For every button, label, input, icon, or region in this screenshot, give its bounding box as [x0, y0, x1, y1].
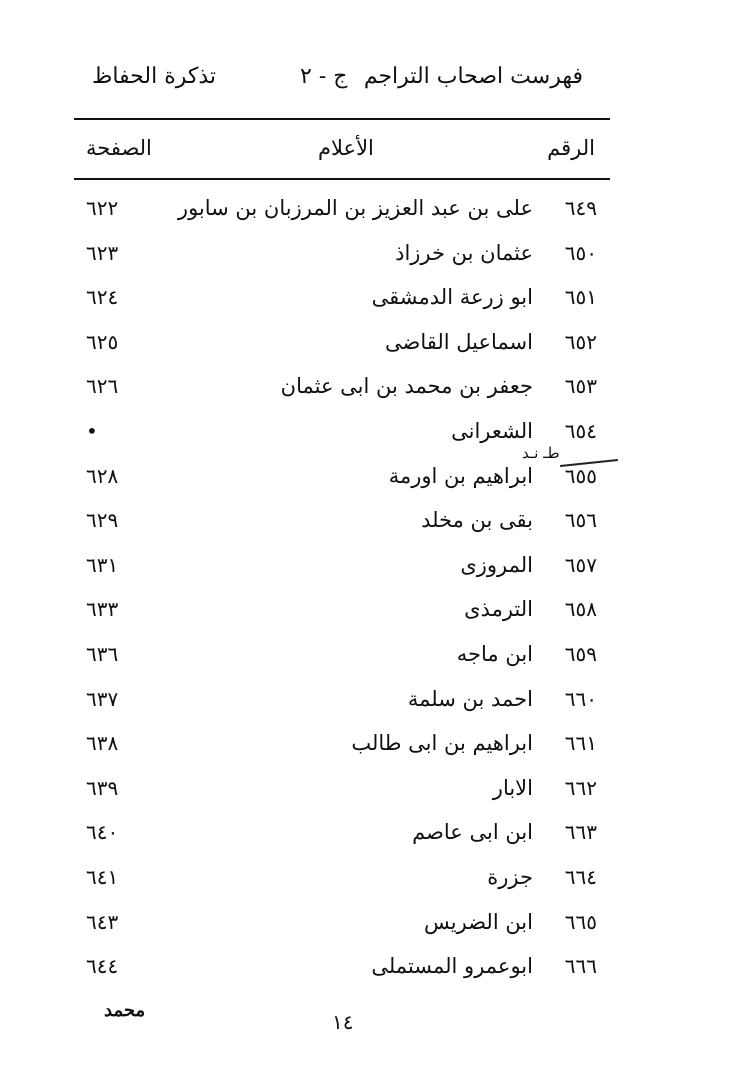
- entry-name: ابراهيم بن ابى طالب: [351, 731, 533, 756]
- table-row: [0, 954, 743, 999]
- entry-number: ٦٥٢: [564, 329, 597, 354]
- entry-number: ٦٦٦: [564, 954, 597, 979]
- entry-page: ٦٣١: [86, 552, 119, 577]
- entry-name: اسماعيل القاضى: [384, 329, 533, 354]
- entry-page: ٦٢٩: [86, 508, 119, 533]
- entry-page: ٦٢٥: [86, 329, 119, 354]
- entry-name: الشعرانى: [451, 418, 533, 443]
- table-row: [0, 374, 743, 419]
- entry-name: احمد بن سلمة: [407, 686, 533, 711]
- index-table: [0, 196, 743, 999]
- entry-number: ٦٦٤: [564, 864, 597, 889]
- entry-name: ابو زرعة الدمشقى: [371, 285, 533, 310]
- entry-number: ٦٦٠: [564, 686, 597, 711]
- table-row: [0, 419, 743, 464]
- entry-number: ٦٥٤: [564, 418, 597, 443]
- table-row: [0, 642, 743, 687]
- entry-number: ٦٥٨: [564, 597, 597, 622]
- entry-name: بقى بن مخلد: [421, 508, 533, 533]
- table-row: [0, 285, 743, 330]
- entry-page: ٦٤٤: [86, 954, 119, 979]
- column-header-page: الصفحة: [86, 136, 152, 160]
- entry-page: ٦٢٨: [86, 463, 119, 488]
- top-divider: [74, 118, 610, 120]
- table-row: [0, 820, 743, 865]
- entry-number: ٦٥٩: [564, 641, 597, 666]
- entry-page: ٦٣٩: [86, 775, 119, 800]
- entry-name: الترمذى: [464, 597, 533, 622]
- entry-name: على بن عبد العزيز بن المرزبان بن سابور: [177, 196, 533, 220]
- table-row: [0, 553, 743, 598]
- entry-number: ٦٦٢: [564, 775, 597, 800]
- entry-name: ابن ماجه: [456, 641, 533, 666]
- table-row: [0, 241, 743, 286]
- entry-name: عثمان بن خرزاذ: [395, 240, 533, 265]
- entry-page: ٦٤٣: [86, 909, 119, 934]
- entry-page: •: [86, 418, 98, 443]
- header-book-title: تذكرة الحفاظ: [92, 64, 216, 89]
- table-row: [0, 597, 743, 642]
- entry-number: ٦٦٣: [564, 820, 597, 845]
- table-row: [0, 330, 743, 375]
- entry-number: ٦٤٩: [564, 196, 597, 220]
- column-header-number: الرقم: [547, 136, 595, 160]
- entry-name: الابار: [492, 775, 533, 800]
- entry-page: ٦٢٣: [86, 240, 119, 265]
- entry-name: ابراهيم بن اورمة: [388, 463, 533, 488]
- entry-number: ٦٥٧: [564, 552, 597, 577]
- column-header-name: الأعلام: [318, 136, 374, 160]
- table-row: [0, 865, 743, 910]
- entry-page: ٦٣٦: [86, 641, 119, 666]
- table-row: [0, 508, 743, 553]
- entry-number: ٦٥٠: [564, 240, 597, 265]
- entry-page: ٦٢٦: [86, 374, 119, 399]
- entry-page: ٦٤١: [86, 864, 119, 889]
- header-index-title: فهرست اصحاب التراجم: [363, 64, 583, 89]
- page-number: ١٤: [332, 1010, 354, 1034]
- entry-name: ابن ابى عاصم: [412, 820, 533, 845]
- handwritten-annotation: طـ نـد: [522, 444, 560, 462]
- table-row: [0, 196, 743, 241]
- entry-page: ٦٤٠: [86, 820, 119, 845]
- entry-number: ٦٥١: [564, 285, 597, 310]
- entry-name: جعفر بن محمد بن ابى عثمان: [280, 374, 533, 399]
- entry-number: ٦٥٥: [564, 463, 597, 488]
- entry-number: ٦٥٦: [564, 508, 597, 533]
- entry-page: ٦٢٢: [86, 196, 119, 220]
- table-row: [0, 910, 743, 955]
- entry-name: المروزى: [460, 552, 533, 577]
- entry-name: ابوعمرو المستملى: [371, 954, 533, 979]
- table-row: [0, 731, 743, 776]
- header-volume: ج - ٢: [300, 64, 348, 89]
- entry-page: ٦٣٨: [86, 731, 119, 756]
- entry-page: ٦٢٤: [86, 285, 119, 310]
- entry-number: ٦٦٥: [564, 909, 597, 934]
- table-row: [0, 687, 743, 732]
- entry-name: ابن الضريس: [424, 909, 533, 934]
- table-row: [0, 464, 743, 509]
- entry-name: جزرة: [487, 864, 533, 889]
- table-row: [0, 776, 743, 821]
- entry-number: ٦٦١: [564, 731, 597, 756]
- header-divider: [74, 178, 610, 180]
- entry-page: ٦٣٣: [86, 597, 119, 622]
- entry-number: ٦٥٣: [564, 374, 597, 399]
- entry-page: ٦٣٧: [86, 686, 119, 711]
- footer-signature: محمد: [104, 1000, 146, 1021]
